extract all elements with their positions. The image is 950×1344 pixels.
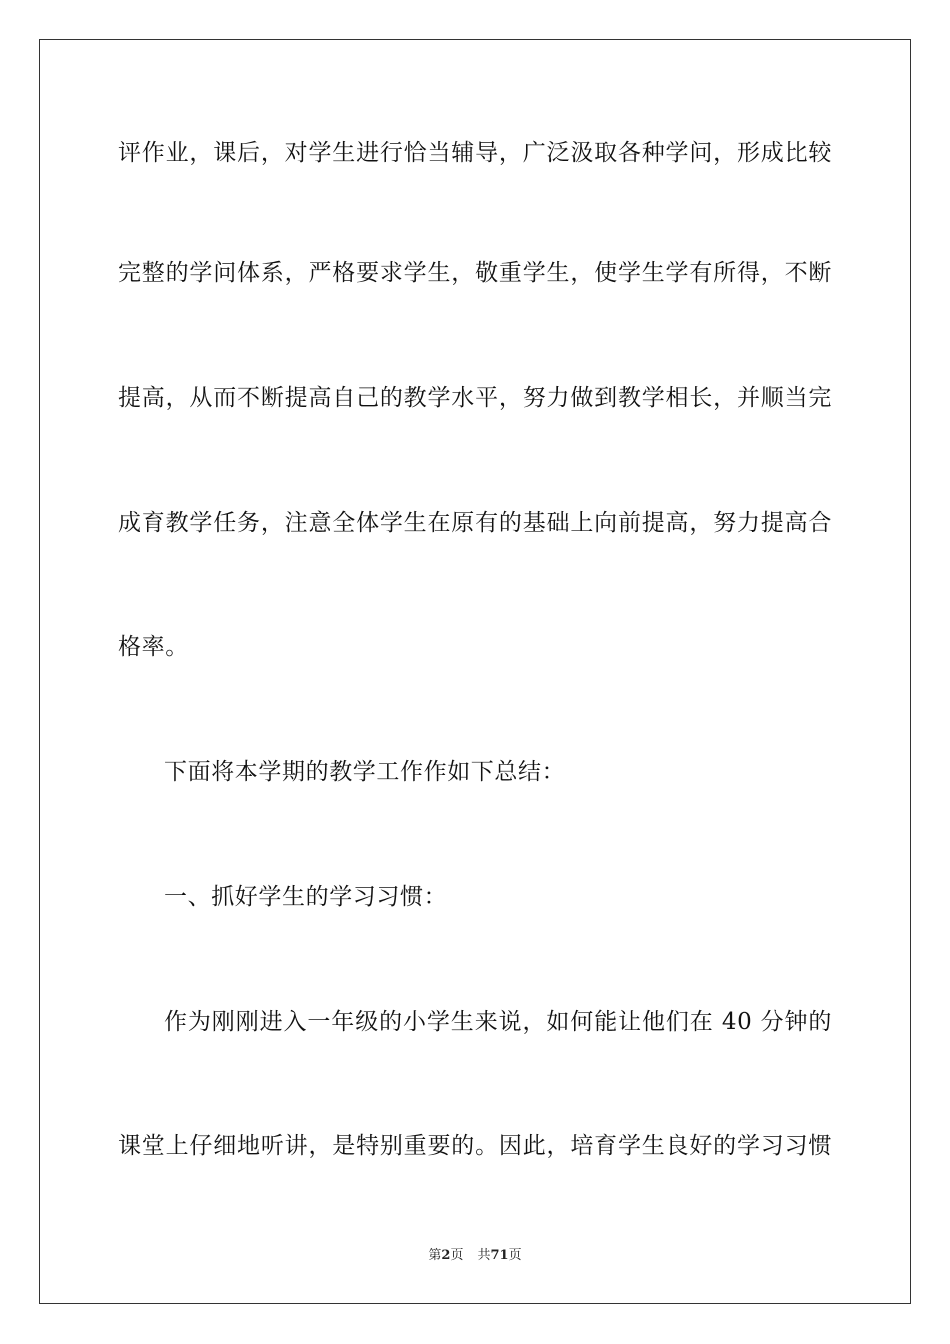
body-line-1: 评作业，课后，对学生进行恰当辅导，广泛汲取各种学问，形成比较 [118, 140, 832, 166]
footer-page-total: 71 [490, 1248, 509, 1263]
footer-page-current: 2 [441, 1248, 451, 1263]
body-line-9: 课堂上仔细地听讲，是特别重要的。因此，培育学生良好的学习习惯 [118, 1133, 832, 1159]
body-line-8: 作为刚刚进入一年级的小学生来说，如何能让他们在 40 分钟的 [164, 1009, 832, 1035]
paragraph-intro: 下面将本学期的教学工作作如下总结： [164, 759, 566, 785]
body-line-3: 提高，从而不断提高自己的教学水平，努力做到教学相长，并顺当完 [118, 385, 832, 411]
body-line-5: 格率。 [118, 634, 189, 660]
footer-total-suffix: 页 [508, 1248, 522, 1263]
section-heading-1: 一、抓好学生的学习习惯： [164, 884, 448, 910]
footer-page-suffix: 页 [450, 1248, 464, 1263]
footer-page-prefix: 第 [428, 1248, 442, 1263]
page-footer [0, 1247, 950, 1265]
body-line-2: 完整的学问体系，严格要求学生，敬重学生，使学生学有所得，不断 [118, 260, 832, 286]
body-line-4: 成育教学任务，注意全体学生在原有的基础上向前提高，努力提高合 [118, 510, 832, 536]
footer-total-prefix: 共 [477, 1248, 491, 1263]
page-border [39, 39, 911, 1304]
